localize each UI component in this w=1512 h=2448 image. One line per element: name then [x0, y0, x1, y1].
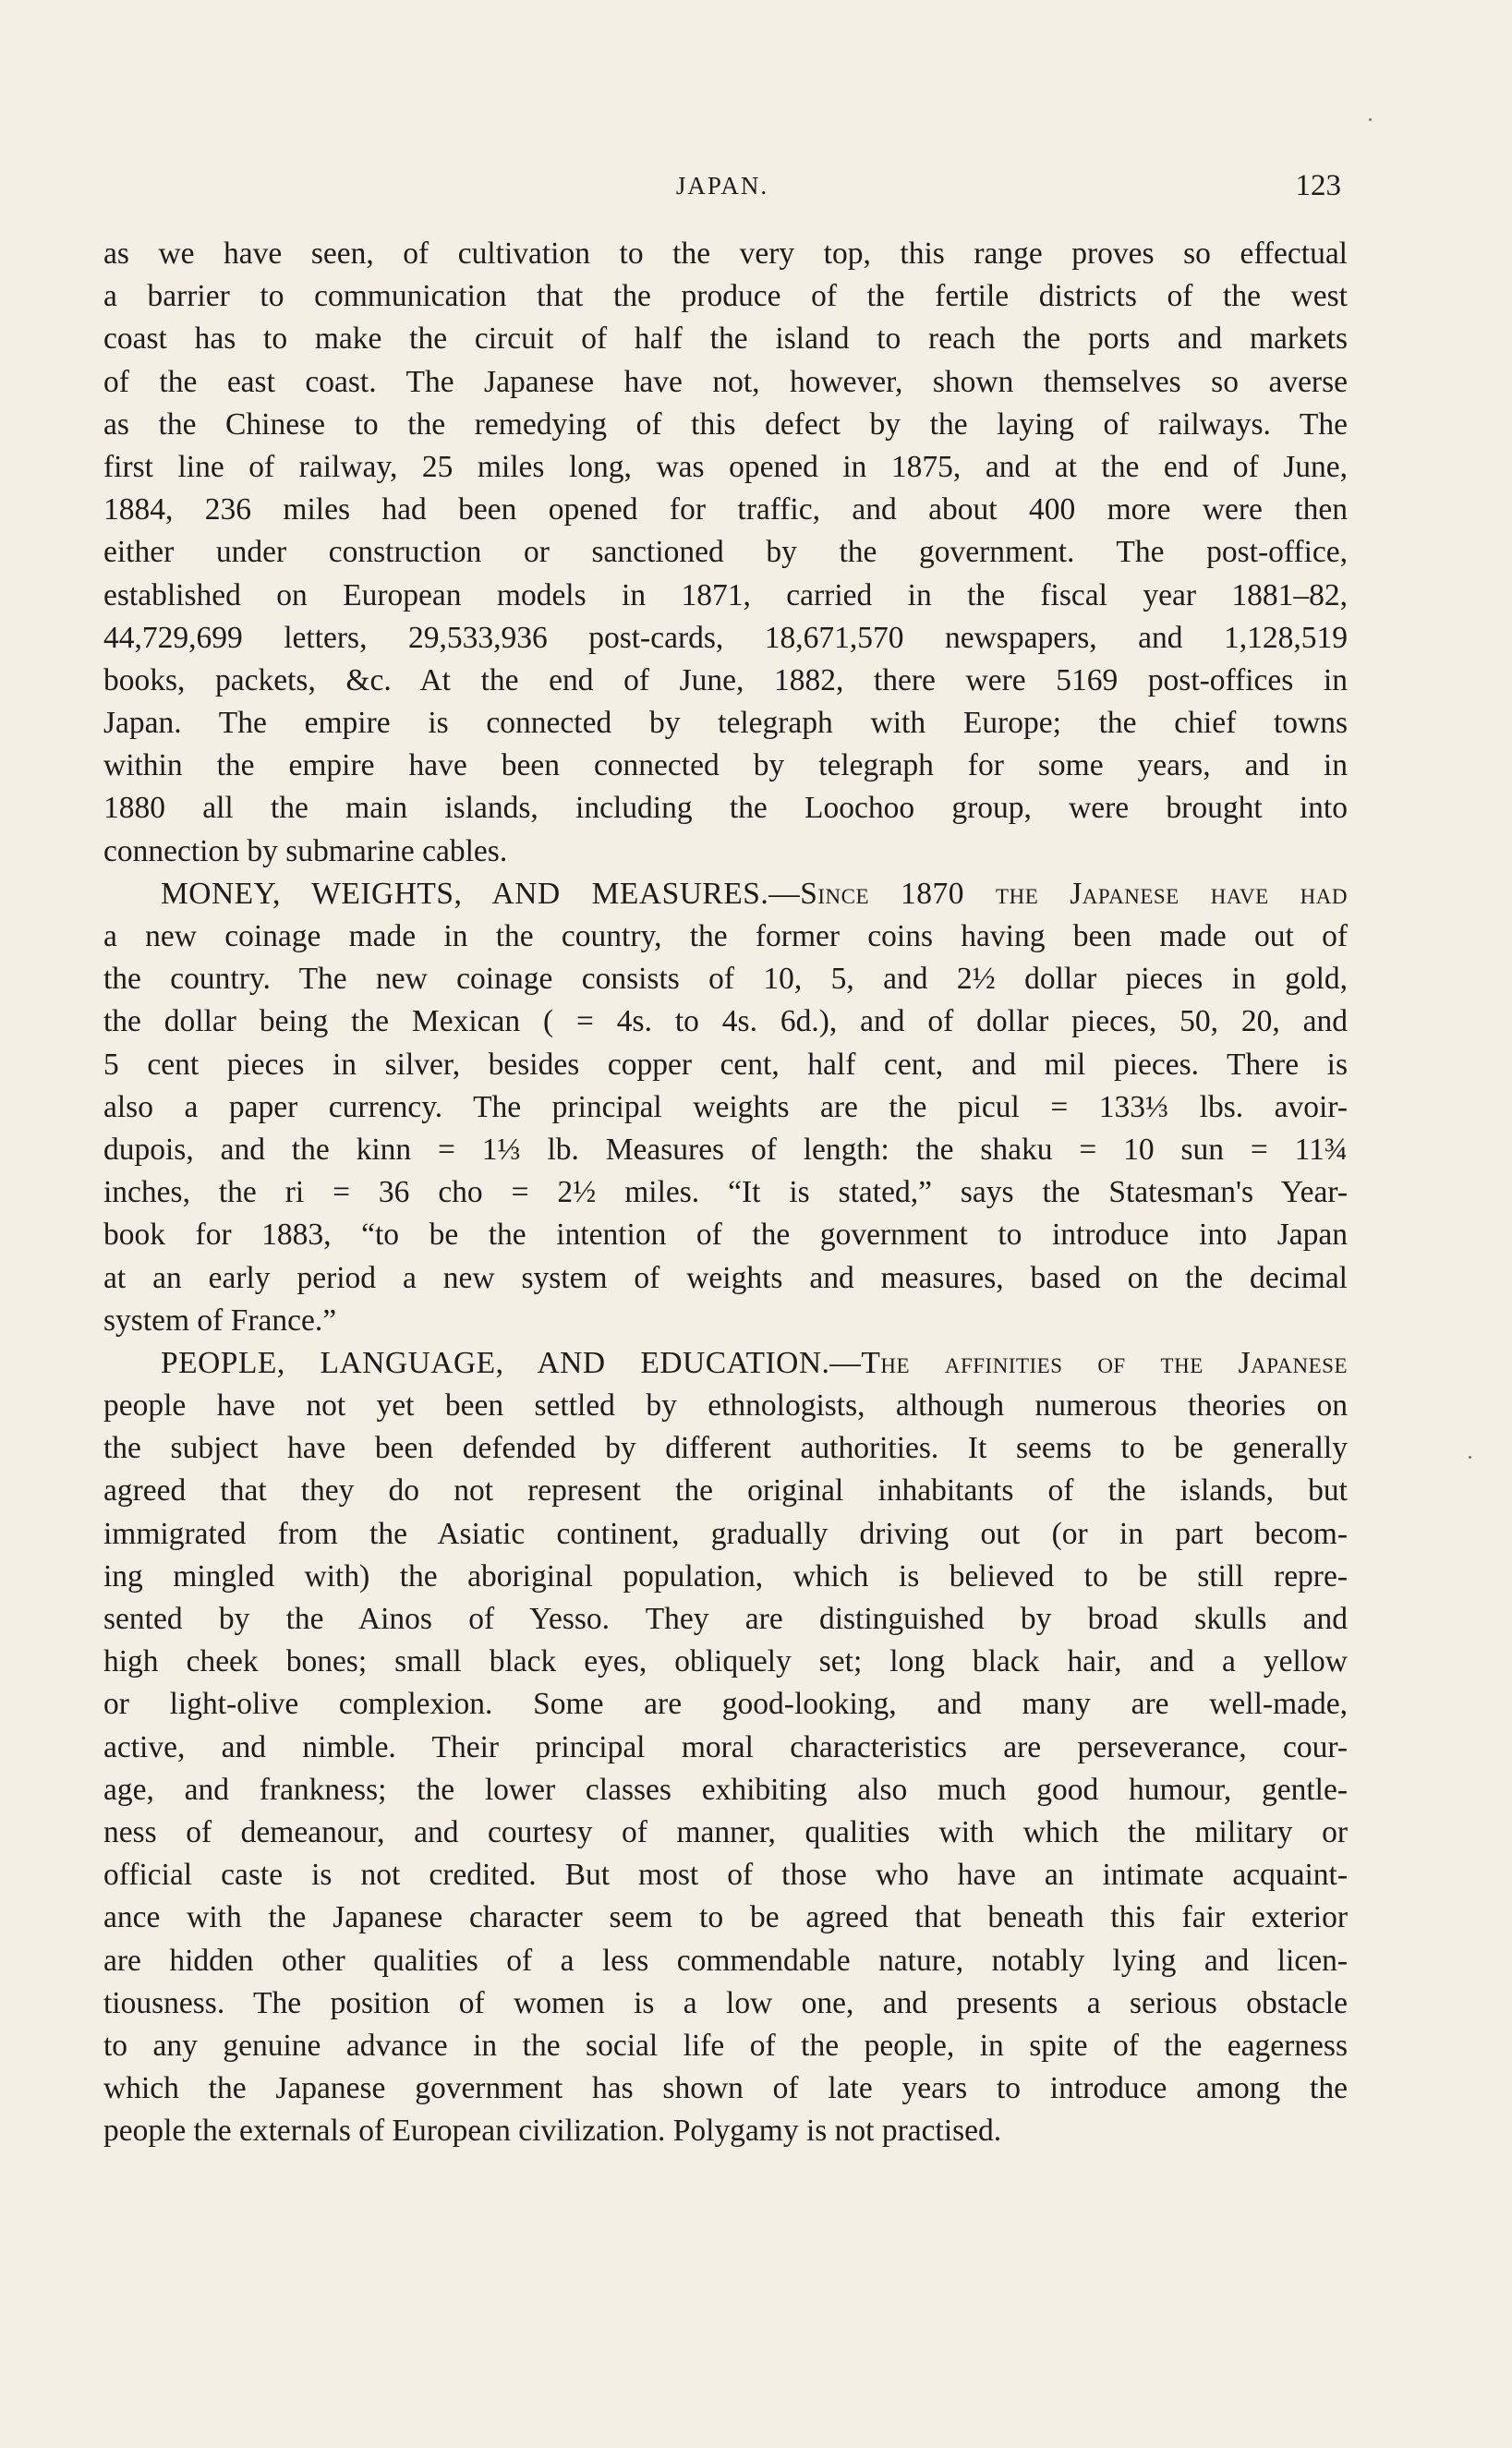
text-line: established on European models in 1871, carried in the fiscal year 1881–82,	[103, 577, 1348, 612]
text-line: inches, the ri = 36 cho = 2½ miles. “It is stated,” says the Statesman's Year-	[103, 1175, 1348, 1210]
page-number: 123	[1295, 169, 1341, 202]
text-line: first line of railway, 25 miles long, was opened in 1875, and at the end of June,	[103, 449, 1348, 484]
text-line: at an early period a new system of weights and measures, based on the decimal	[103, 1260, 1348, 1295]
text-line: immigrated from the Asiatic continent, gradually driving out (or in part becom-	[103, 1516, 1348, 1551]
text-line: 5 cent pieces in silver, besides copper cent, half cent, and mil pieces. There is	[103, 1047, 1348, 1082]
text-line: a new coinage made in the country, the former coins having been made out of	[103, 919, 1348, 953]
text-line: ing mingled with) the aboriginal population, which is believed to be still repre-	[103, 1558, 1348, 1594]
paragraph-end-line: connection by submarine cables.	[103, 833, 508, 868]
text-line: the country. The new coinage consists of 10, 5, and 2½ dollar pieces in gold,	[103, 962, 1348, 997]
text-line: as we have seen, of cultivation to the very top, this range proves so effectual	[103, 236, 1348, 271]
paragraph-end-line: system of France.”	[103, 1303, 337, 1338]
text-line: or light-olive complexion. Some are good-looking, and many are well-made,	[103, 1687, 1348, 1722]
text-line: the dollar being the Mexican ( = 4s. to 4s. 6d.), and of dollar pieces, 50, 20, and	[103, 1004, 1348, 1039]
text-line: the subject have been defended by different authorities. It seems to be generally	[103, 1431, 1348, 1466]
text-line: ness of demeanour, and courtesy of manner, qualities with which the military or	[103, 1814, 1348, 1849]
text-line: tiousness. The position of women is a low one, and presents a serious obstacle	[103, 1985, 1348, 2020]
text-line: high cheek bones; small black eyes, obliquely set; long black hair, and a yellow	[103, 1644, 1348, 1679]
text-line: books, packets, &c. At the end of June, 1882, there were 5169 post-offices in	[103, 662, 1348, 697]
text-line: coast has to make the circuit of half the island to reach the ports and markets	[103, 321, 1348, 357]
text-line: Japan. The empire is connected by telegraph with Europe; the chief towns	[103, 706, 1348, 741]
text-line: people have not yet been settled by ethnologists, although numerous theories on	[103, 1388, 1348, 1424]
running-head	[103, 164, 1341, 207]
text-line: 44,729,699 letters, 29,533,936 post-cards, 18,671,570 newspapers, and 1,128,519	[103, 620, 1348, 655]
text-line: either under construction or sanctioned by the government. The post-office,	[103, 535, 1348, 570]
section-heading-people-language-education: PEOPLE, LANGUAGE, AND EDUCATION.—The affinities of the Japanese	[161, 1345, 1348, 1380]
text-line: book for 1883, “to be the intention of the government to introduce into Japan	[103, 1218, 1348, 1253]
text-line: agreed that they do not represent the original inhabitants of the islands, but	[103, 1473, 1348, 1509]
text-line: of the east coast. The Japanese have not, however, shown themselves so averse	[103, 364, 1348, 399]
text-line: 1880 all the main islands, including the Loochoo group, were brought into	[103, 791, 1348, 826]
text-line: a barrier to communication that the produce of the fertile districts of the west	[103, 279, 1348, 314]
text-line: within the empire have been connected by telegraph for some years, and in	[103, 748, 1348, 783]
text-line: sented by the Ainos of Yesso. They are distinguished by broad skulls and	[103, 1602, 1348, 1636]
text-line: 1884, 236 miles had been opened for traffic, and about 400 more were then	[103, 492, 1348, 527]
text-line: dupois, and the kinn = 1⅓ lb. Measures of length: the shaku = 10 sun = 11¾	[103, 1132, 1348, 1167]
text-line: also a paper currency. The principal weights are the picul = 133⅓ lbs. avoir-	[103, 1089, 1348, 1124]
text-line: age, and frankness; the lower classes exhibiting also much good humour, gentle-	[103, 1772, 1348, 1807]
running-title: JAPAN.	[675, 172, 769, 200]
paragraph-end-line: people the externals of European civilization. Polygamy is not practised.	[103, 2114, 1002, 2149]
text-line: official caste is not credited. But most of those who have an intimate acquaint-	[103, 1858, 1348, 1893]
text-line: active, and nimble. Their principal moral characteristics are perseverance, cour-	[103, 1729, 1348, 1764]
paper-speck	[1369, 118, 1372, 121]
paper-speck	[1469, 1456, 1471, 1459]
section-heading-money-weights-measures: MONEY, WEIGHTS, AND MEASURES.—Since 1870 the Japanese have had	[161, 876, 1348, 911]
text-line: as the Chinese to the remedying of this defect by the laying of railways. The	[103, 406, 1348, 442]
text-line: ance with the Japanese character seem to be agreed that beneath this fair exterior	[103, 1900, 1348, 1935]
body-text	[103, 233, 1348, 2152]
text-line: are hidden other qualities of a less commendable nature, notably lying and licen-	[103, 1943, 1348, 1978]
text-line: which the Japanese government has shown of late years to introduce among the	[103, 2071, 1348, 2106]
text-line: to any genuine advance in the social life of the people, in spite of the eagerness	[103, 2028, 1348, 2063]
